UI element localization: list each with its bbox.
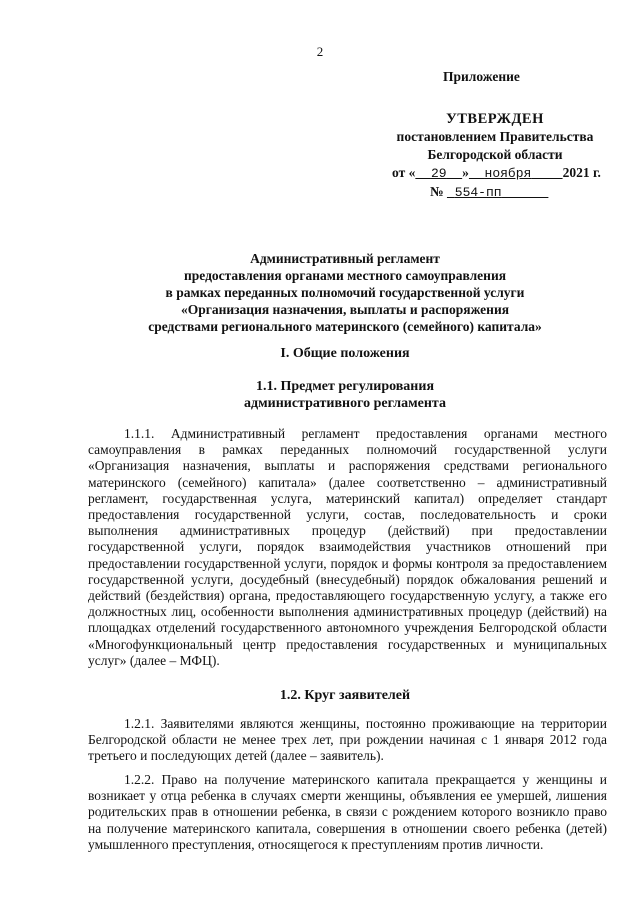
title-line-3: в рамках переданных полномочий государственной услуги (165, 285, 525, 300)
date-mid: » (462, 165, 469, 180)
document-title (80, 250, 610, 335)
date-month: ноября (484, 166, 532, 181)
approved-by-line1: постановлением Правительства (396, 129, 594, 144)
date-year: 2021 г. (562, 165, 601, 180)
title-line-1: Административный регламент (250, 251, 440, 266)
appendix-label: Приложение (443, 69, 520, 84)
paragraph-1-2-1: 1.2.1. Заявителями являются женщины, постоянно проживающие на территории Белгородской области не менее трех лет, при рождении начиная с 1 января 2012 года третьего и последующих детей (далее – заявитель). (88, 716, 607, 764)
subsection-1-1-heading-line1: 1.1. Предмет регулирования (255, 379, 435, 394)
subsection-1-2-heading: 1.2. Круг заявителей (279, 688, 411, 703)
subsection-1-1-heading (80, 378, 610, 412)
subsection-1-1-heading-line2: административного регламента (244, 396, 446, 411)
approval-block (384, 110, 606, 202)
number-prefix: № (430, 184, 444, 199)
paragraph-1-2-2: 1.2.2. Право на получение материнского капитала прекращается у женщины и возникает у отца ребенка в случаях смерти женщины, объявления ее умершей, лишения родительских прав в отношении ребенка, в связи с рождением которого возникло право на получение материнского капитала, совершения в отношении своего ребенка (детей) умышленного преступления, относящегося к преступлениям против личности. (88, 772, 607, 852)
date-prefix: от « (392, 165, 416, 180)
approved-label: УТВЕРЖДЕН (446, 111, 544, 127)
number-value: 554-пп (454, 185, 502, 200)
title-line-4: «Организация назначения, выплаты и распоряжения (180, 302, 510, 317)
section-1-heading: I. Общие положения (280, 346, 410, 361)
title-line-2: предоставления органами местного самоуправления (183, 268, 507, 283)
paragraph-1-1-1: 1.1.1. Административный регламент предоставления органами местного самоуправления в рамках переданных полномочий государственной услуги «Организация назначения, выплаты и распоряжения средствами регионального материнского (семейного) капитала» (далее соответственно – административный регламент, государственная услуга, материнский капитал) определяет стандарт предоставления государственной услуги, состав, последовательность и сроки выполнения административных процедур (действий) при предоставлении государственной услуги, порядок взаимодействия участников отношений при предоставлении государственной услуги, порядок и формы контроля за предоставлением государственной услуги, досудебный (внесудебный) порядок обжалования решений и действий (бездействия) органа, предоставляющего государственную услугу, а также его должностных лиц, особенности выполнения административных процедур (действий) на площадках отделений государственного автономного учреждения Белгородской области «Многофункциональный центр предоставления государственных и муниципальных услуг» (далее – МФЦ). (88, 426, 607, 668)
date-day: 29 (430, 166, 447, 181)
approval-date (384, 164, 606, 183)
title-line-5: средствами регионального материнского (семейного) капитала» (148, 319, 542, 334)
approved-by-line2: Белгородской области (427, 147, 563, 162)
page-number: 2 (316, 44, 324, 59)
approval-number (384, 183, 606, 202)
